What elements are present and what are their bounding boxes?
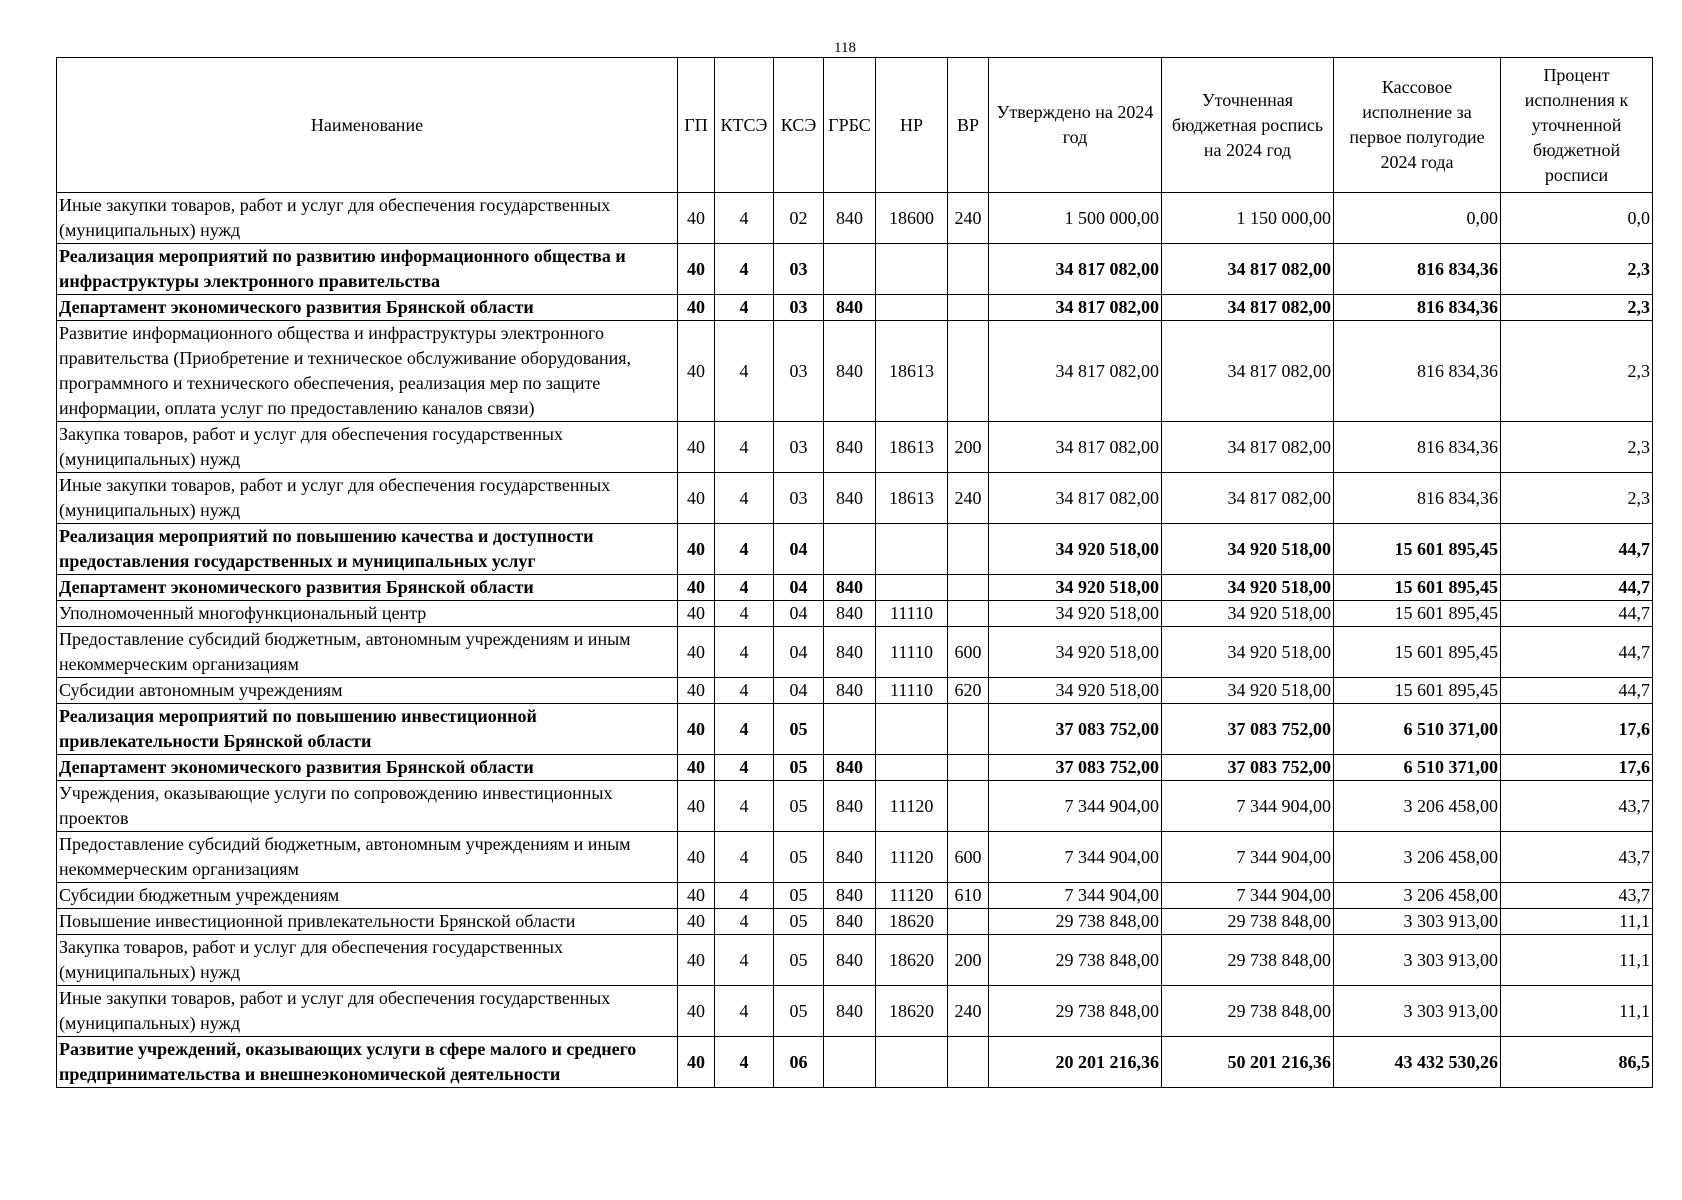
cell-refined: 7 344 904,00 xyxy=(1162,883,1334,909)
page-number: 118 xyxy=(834,40,856,56)
cell-nr: 11120 xyxy=(876,781,948,832)
cell-grbs: 840 xyxy=(824,627,876,678)
cell-kse: 05 xyxy=(774,704,824,755)
cell-percent: 2,3 xyxy=(1501,295,1653,321)
cell-name: Закупка товаров, работ и услуг для обеспечения государственных (муниципальных) нужд xyxy=(57,422,678,473)
cell-nr: 18620 xyxy=(876,986,948,1037)
cell-vr: 200 xyxy=(948,422,989,473)
cell-ktse: 4 xyxy=(715,755,774,781)
cell-refined: 7 344 904,00 xyxy=(1162,832,1334,883)
cell-ktse: 4 xyxy=(715,935,774,986)
cell-cash: 15 601 895,45 xyxy=(1334,601,1501,627)
cell-percent: 2,3 xyxy=(1501,244,1653,295)
cell-refined: 29 738 848,00 xyxy=(1162,909,1334,935)
cell-gp: 40 xyxy=(678,704,715,755)
cell-name: Развитие информационного общества и инфраструктуры электронного правительства (Приобретение и техническое обслуживание оборудования, программного и технического обеспечения, реализация мер по защите информации, оплата услуг по предоставлению каналов связи) xyxy=(57,321,678,422)
cell-cash: 15 601 895,45 xyxy=(1334,524,1501,575)
cell-name: Иные закупки товаров, работ и услуг для обеспечения государственных (муниципальных) нужд xyxy=(57,986,678,1037)
header-ktse: КТСЭ xyxy=(715,58,774,193)
table-row xyxy=(57,627,1653,678)
cell-vr: 610 xyxy=(948,883,989,909)
cell-gp: 40 xyxy=(678,781,715,832)
cell-ktse: 4 xyxy=(715,473,774,524)
cell-ktse: 4 xyxy=(715,524,774,575)
cell-cash: 816 834,36 xyxy=(1334,244,1501,295)
cell-gp: 40 xyxy=(678,755,715,781)
table-row xyxy=(57,193,1653,244)
cell-nr: 11110 xyxy=(876,601,948,627)
cell-percent: 43,7 xyxy=(1501,883,1653,909)
cell-refined: 34 920 518,00 xyxy=(1162,601,1334,627)
cell-grbs: 840 xyxy=(824,883,876,909)
cell-cash: 816 834,36 xyxy=(1334,321,1501,422)
cell-ktse: 4 xyxy=(715,627,774,678)
cell-ktse: 4 xyxy=(715,193,774,244)
cell-ktse: 4 xyxy=(715,781,774,832)
cell-grbs: 840 xyxy=(824,295,876,321)
cell-percent: 44,7 xyxy=(1501,601,1653,627)
cell-cash: 3 206 458,00 xyxy=(1334,883,1501,909)
cell-approved: 1 500 000,00 xyxy=(989,193,1162,244)
cell-grbs: 840 xyxy=(824,575,876,601)
cell-approved: 29 738 848,00 xyxy=(989,909,1162,935)
cell-gp: 40 xyxy=(678,601,715,627)
cell-nr: 11110 xyxy=(876,627,948,678)
cell-refined: 34 817 082,00 xyxy=(1162,295,1334,321)
cell-approved: 34 817 082,00 xyxy=(989,244,1162,295)
cell-approved: 34 920 518,00 xyxy=(989,678,1162,704)
cell-percent: 43,7 xyxy=(1501,832,1653,883)
cell-cash: 3 206 458,00 xyxy=(1334,781,1501,832)
cell-name: Субсидии бюджетным учреждениям xyxy=(57,883,678,909)
cell-approved: 34 920 518,00 xyxy=(989,524,1162,575)
cell-ktse: 4 xyxy=(715,986,774,1037)
cell-percent: 44,7 xyxy=(1501,524,1653,575)
cell-kse: 05 xyxy=(774,781,824,832)
cell-vr xyxy=(948,295,989,321)
cell-percent: 44,7 xyxy=(1501,627,1653,678)
cell-gp: 40 xyxy=(678,295,715,321)
cell-ktse: 4 xyxy=(715,321,774,422)
cell-refined: 37 083 752,00 xyxy=(1162,755,1334,781)
cell-refined: 34 817 082,00 xyxy=(1162,244,1334,295)
cell-vr: 200 xyxy=(948,935,989,986)
cell-percent: 11,1 xyxy=(1501,986,1653,1037)
cell-kse: 06 xyxy=(774,1037,824,1088)
cell-vr: 620 xyxy=(948,678,989,704)
cell-name: Иные закупки товаров, работ и услуг для обеспечения государственных (муниципальных) нужд xyxy=(57,193,678,244)
cell-cash: 816 834,36 xyxy=(1334,473,1501,524)
cell-refined: 34 817 082,00 xyxy=(1162,422,1334,473)
cell-gp: 40 xyxy=(678,1037,715,1088)
cell-grbs: 840 xyxy=(824,935,876,986)
cell-grbs: 840 xyxy=(824,321,876,422)
cell-name: Департамент экономического развития Брянской области xyxy=(57,575,678,601)
cell-percent: 44,7 xyxy=(1501,678,1653,704)
cell-refined: 34 817 082,00 xyxy=(1162,321,1334,422)
cell-approved: 34 920 518,00 xyxy=(989,627,1162,678)
cell-ktse: 4 xyxy=(715,1037,774,1088)
cell-ktse: 4 xyxy=(715,601,774,627)
cell-nr xyxy=(876,524,948,575)
cell-kse: 04 xyxy=(774,575,824,601)
cell-grbs: 840 xyxy=(824,422,876,473)
cell-percent: 17,6 xyxy=(1501,704,1653,755)
cell-name: Закупка товаров, работ и услуг для обеспечения государственных (муниципальных) нужд xyxy=(57,935,678,986)
cell-kse: 03 xyxy=(774,422,824,473)
cell-kse: 04 xyxy=(774,627,824,678)
table-row xyxy=(57,935,1653,986)
cell-cash: 816 834,36 xyxy=(1334,422,1501,473)
cell-gp: 40 xyxy=(678,244,715,295)
cell-gp: 40 xyxy=(678,422,715,473)
cell-cash: 3 303 913,00 xyxy=(1334,909,1501,935)
table-row xyxy=(57,473,1653,524)
table-row xyxy=(57,832,1653,883)
table-row xyxy=(57,295,1653,321)
cell-ktse: 4 xyxy=(715,909,774,935)
cell-nr: 18620 xyxy=(876,935,948,986)
cell-vr: 240 xyxy=(948,473,989,524)
cell-name: Субсидии автономным учреждениям xyxy=(57,678,678,704)
cell-vr xyxy=(948,244,989,295)
cell-approved: 37 083 752,00 xyxy=(989,704,1162,755)
cell-refined: 50 201 216,36 xyxy=(1162,1037,1334,1088)
header-grbs: ГРБС xyxy=(824,58,876,193)
cell-grbs: 840 xyxy=(824,986,876,1037)
cell-kse: 05 xyxy=(774,909,824,935)
cell-refined: 34 920 518,00 xyxy=(1162,575,1334,601)
cell-approved: 34 817 082,00 xyxy=(989,422,1162,473)
cell-percent: 86,5 xyxy=(1501,1037,1653,1088)
table-row xyxy=(57,601,1653,627)
cell-cash: 6 510 371,00 xyxy=(1334,704,1501,755)
table-row xyxy=(57,678,1653,704)
cell-refined: 34 817 082,00 xyxy=(1162,473,1334,524)
header-nr: НР xyxy=(876,58,948,193)
cell-cash: 816 834,36 xyxy=(1334,295,1501,321)
cell-nr xyxy=(876,295,948,321)
cell-ktse: 4 xyxy=(715,422,774,473)
cell-percent: 2,3 xyxy=(1501,473,1653,524)
cell-approved: 7 344 904,00 xyxy=(989,832,1162,883)
table-row xyxy=(57,575,1653,601)
cell-name: Учреждения, оказывающие услуги по сопровождению инвестиционных проектов xyxy=(57,781,678,832)
table-row xyxy=(57,422,1653,473)
cell-cash: 15 601 895,45 xyxy=(1334,575,1501,601)
cell-kse: 05 xyxy=(774,986,824,1037)
header-percent: Процент исполнения к уточненной бюджетной росписи xyxy=(1501,58,1653,193)
cell-nr: 18600 xyxy=(876,193,948,244)
cell-nr: 18613 xyxy=(876,473,948,524)
header-kse: КСЭ xyxy=(774,58,824,193)
cell-cash: 3 206 458,00 xyxy=(1334,832,1501,883)
cell-grbs: 840 xyxy=(824,473,876,524)
cell-name: Повышение инвестиционной привлекательности Брянской области xyxy=(57,909,678,935)
cell-cash: 43 432 530,26 xyxy=(1334,1037,1501,1088)
cell-percent: 2,3 xyxy=(1501,321,1653,422)
table-row xyxy=(57,781,1653,832)
cell-nr: 18620 xyxy=(876,909,948,935)
header-name: Наименование xyxy=(57,58,678,193)
cell-grbs: 840 xyxy=(824,781,876,832)
cell-grbs: 840 xyxy=(824,193,876,244)
table-row xyxy=(57,321,1653,422)
table-row xyxy=(57,1037,1653,1088)
cell-gp: 40 xyxy=(678,986,715,1037)
cell-approved: 7 344 904,00 xyxy=(989,883,1162,909)
cell-gp: 40 xyxy=(678,321,715,422)
cell-gp: 40 xyxy=(678,883,715,909)
cell-gp: 40 xyxy=(678,473,715,524)
cell-approved: 37 083 752,00 xyxy=(989,755,1162,781)
cell-cash: 0,00 xyxy=(1334,193,1501,244)
cell-name: Предоставление субсидий бюджетным, автономным учреждениям и иным некоммерческим организациям xyxy=(57,832,678,883)
cell-percent: 17,6 xyxy=(1501,755,1653,781)
table-row xyxy=(57,704,1653,755)
cell-gp: 40 xyxy=(678,909,715,935)
cell-grbs xyxy=(824,1037,876,1088)
cell-percent: 43,7 xyxy=(1501,781,1653,832)
cell-name: Реализация мероприятий по развитию информационного общества и инфраструктуры электронного правительства xyxy=(57,244,678,295)
cell-refined: 37 083 752,00 xyxy=(1162,704,1334,755)
table-row xyxy=(57,524,1653,575)
cell-grbs: 840 xyxy=(824,832,876,883)
cell-grbs xyxy=(824,524,876,575)
cell-vr xyxy=(948,755,989,781)
cell-approved: 34 817 082,00 xyxy=(989,473,1162,524)
cell-ktse: 4 xyxy=(715,295,774,321)
cell-grbs: 840 xyxy=(824,678,876,704)
cell-ktse: 4 xyxy=(715,575,774,601)
cell-name: Предоставление субсидий бюджетным, автономным учреждениям и иным некоммерческим организациям xyxy=(57,627,678,678)
cell-nr xyxy=(876,1037,948,1088)
cell-vr: 240 xyxy=(948,193,989,244)
cell-cash: 3 303 913,00 xyxy=(1334,935,1501,986)
budget-table xyxy=(56,57,1653,1088)
cell-ktse: 4 xyxy=(715,883,774,909)
cell-approved: 34 920 518,00 xyxy=(989,575,1162,601)
cell-gp: 40 xyxy=(678,193,715,244)
cell-grbs: 840 xyxy=(824,755,876,781)
cell-gp: 40 xyxy=(678,524,715,575)
cell-refined: 34 920 518,00 xyxy=(1162,524,1334,575)
cell-grbs: 840 xyxy=(824,909,876,935)
cell-ktse: 4 xyxy=(715,678,774,704)
cell-name: Департамент экономического развития Брянской области xyxy=(57,755,678,781)
cell-cash: 3 303 913,00 xyxy=(1334,986,1501,1037)
cell-ktse: 4 xyxy=(715,832,774,883)
cell-nr: 18613 xyxy=(876,422,948,473)
cell-refined: 29 738 848,00 xyxy=(1162,986,1334,1037)
cell-name: Департамент экономического развития Брянской области xyxy=(57,295,678,321)
cell-name: Реализация мероприятий по повышению инвестиционной привлекательности Брянской области xyxy=(57,704,678,755)
cell-grbs xyxy=(824,244,876,295)
cell-name: Развитие учреждений, оказывающих услуги в сфере малого и среднего предпринимательства и внешнеэкономической деятельности xyxy=(57,1037,678,1088)
cell-vr xyxy=(948,909,989,935)
cell-gp: 40 xyxy=(678,575,715,601)
cell-nr xyxy=(876,244,948,295)
cell-approved: 7 344 904,00 xyxy=(989,781,1162,832)
cell-kse: 04 xyxy=(774,524,824,575)
cell-name: Иные закупки товаров, работ и услуг для обеспечения государственных (муниципальных) нужд xyxy=(57,473,678,524)
cell-ktse: 4 xyxy=(715,704,774,755)
cell-vr: 240 xyxy=(948,986,989,1037)
cell-cash: 15 601 895,45 xyxy=(1334,627,1501,678)
cell-kse: 05 xyxy=(774,832,824,883)
cell-kse: 04 xyxy=(774,601,824,627)
cell-vr xyxy=(948,321,989,422)
cell-nr xyxy=(876,575,948,601)
cell-kse: 02 xyxy=(774,193,824,244)
cell-kse: 03 xyxy=(774,244,824,295)
cell-nr: 11120 xyxy=(876,832,948,883)
table-row xyxy=(57,909,1653,935)
cell-name: Реализация мероприятий по повышению качества и доступности предоставления государственных и муниципальных услуг xyxy=(57,524,678,575)
cell-vr: 600 xyxy=(948,832,989,883)
cell-approved: 29 738 848,00 xyxy=(989,935,1162,986)
cell-gp: 40 xyxy=(678,678,715,704)
cell-grbs: 840 xyxy=(824,601,876,627)
cell-kse: 05 xyxy=(774,883,824,909)
cell-refined: 7 344 904,00 xyxy=(1162,781,1334,832)
cell-vr xyxy=(948,704,989,755)
cell-approved: 34 817 082,00 xyxy=(989,295,1162,321)
cell-vr xyxy=(948,524,989,575)
cell-grbs xyxy=(824,704,876,755)
cell-nr xyxy=(876,704,948,755)
table-row xyxy=(57,883,1653,909)
cell-vr xyxy=(948,575,989,601)
cell-refined: 29 738 848,00 xyxy=(1162,935,1334,986)
cell-percent: 11,1 xyxy=(1501,909,1653,935)
header-cash: Кассовое исполнение за первое полугодие 2024 года xyxy=(1334,58,1501,193)
cell-ktse: 4 xyxy=(715,244,774,295)
table-row xyxy=(57,986,1653,1037)
cell-kse: 03 xyxy=(774,321,824,422)
header-vr: ВР xyxy=(948,58,989,193)
cell-nr: 18613 xyxy=(876,321,948,422)
table-body xyxy=(57,193,1653,1088)
cell-nr xyxy=(876,755,948,781)
cell-gp: 40 xyxy=(678,627,715,678)
header-gp: ГП xyxy=(678,58,715,193)
cell-vr xyxy=(948,781,989,832)
cell-vr: 600 xyxy=(948,627,989,678)
cell-gp: 40 xyxy=(678,935,715,986)
cell-vr xyxy=(948,1037,989,1088)
cell-percent: 44,7 xyxy=(1501,575,1653,601)
cell-cash: 15 601 895,45 xyxy=(1334,678,1501,704)
table-row xyxy=(57,244,1653,295)
cell-kse: 04 xyxy=(774,678,824,704)
cell-percent: 2,3 xyxy=(1501,422,1653,473)
cell-approved: 34 920 518,00 xyxy=(989,601,1162,627)
table-header-row xyxy=(57,58,1653,193)
cell-percent: 11,1 xyxy=(1501,935,1653,986)
cell-cash: 6 510 371,00 xyxy=(1334,755,1501,781)
cell-kse: 05 xyxy=(774,755,824,781)
cell-refined: 34 920 518,00 xyxy=(1162,627,1334,678)
cell-vr xyxy=(948,601,989,627)
cell-kse: 05 xyxy=(774,935,824,986)
cell-percent: 0,0 xyxy=(1501,193,1653,244)
cell-refined: 34 920 518,00 xyxy=(1162,678,1334,704)
cell-refined: 1 150 000,00 xyxy=(1162,193,1334,244)
cell-gp: 40 xyxy=(678,832,715,883)
cell-kse: 03 xyxy=(774,473,824,524)
cell-approved: 20 201 216,36 xyxy=(989,1037,1162,1088)
cell-kse: 03 xyxy=(774,295,824,321)
header-refined: Уточненная бюджетная роспись на 2024 год xyxy=(1162,58,1334,193)
cell-nr: 11110 xyxy=(876,678,948,704)
cell-name: Уполномоченный многофункциональный центр xyxy=(57,601,678,627)
cell-approved: 34 817 082,00 xyxy=(989,321,1162,422)
cell-approved: 29 738 848,00 xyxy=(989,986,1162,1037)
table-row xyxy=(57,755,1653,781)
header-approved: Утверждено на 2024 год xyxy=(989,58,1162,193)
cell-nr: 11120 xyxy=(876,883,948,909)
